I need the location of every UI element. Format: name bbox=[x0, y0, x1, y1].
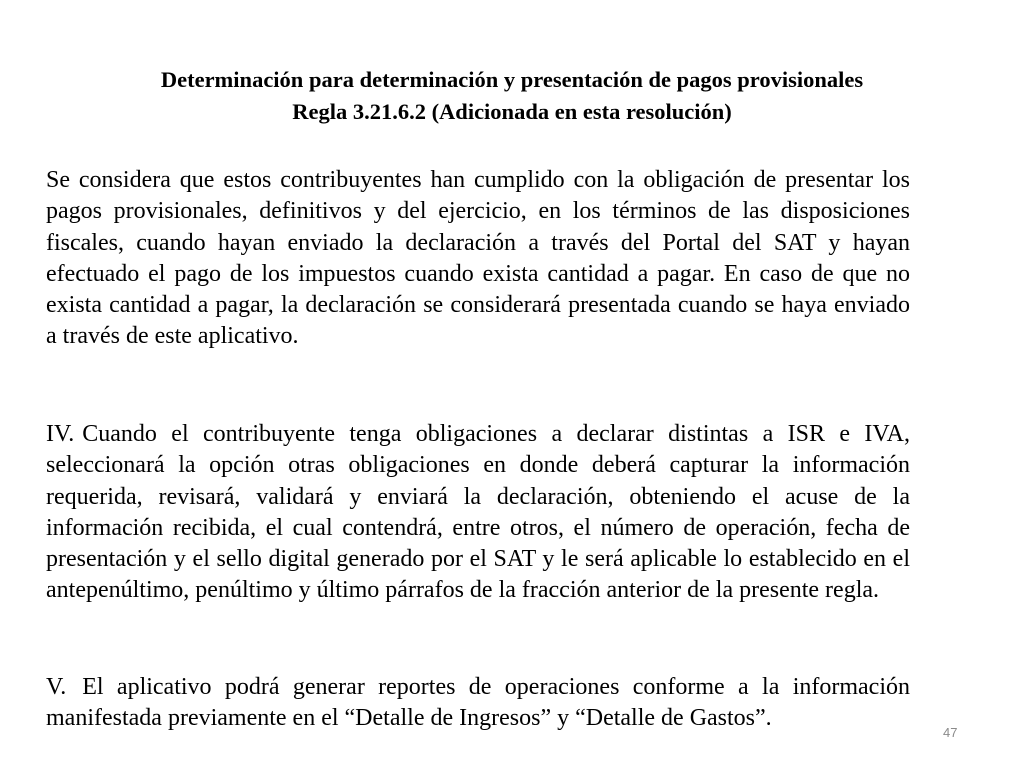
item-v-text: El aplicativo podrá generar reportes de operaciones conforme a la información manifestada previamente en el “Detalle de Ingresos” y “Detalle de Gastos”. bbox=[46, 674, 910, 732]
page-number: 47 bbox=[943, 725, 958, 740]
slide-title: Determinación para determinación y presentación de pagos provisionales bbox=[160, 67, 864, 92]
item-iv-text: Cuando el contribuyente tenga obligaciones a declarar distintas a ISR e IVA, seleccionará la opción otras obligaciones en donde deberá capturar la información requerida, revisará, validará y enviará la declaración, obteniendo el acuse de la información recibida, el cual contendrá, entre otros, el número de operación, fecha de presentación y el sello digital generado por el SAT y le será aplicable lo establecido en el antepenúltimo, penúltimo y último párrafos de la fracción anterior de la presente regla. bbox=[46, 421, 910, 604]
item-iv-label: IV. bbox=[46, 421, 75, 447]
intro-paragraph: Se considera que estos contribuyentes han cumplido con la obligación de presentar los pagos provisionales, definitivos y del ejercicio, en los términos de las disposiciones fiscales, cuando hayan enviado la declaración a través del Portal del SAT y hayan efectuado el pago de los impuestos cuando exista cantidad a pagar. En caso de que no exista cantidad a pagar, la declaración se considerará presentada cuando se haya enviado a través de este aplicativo. bbox=[46, 167, 910, 350]
item-v-label: V. bbox=[46, 674, 67, 700]
item-v-paragraph bbox=[46, 672, 910, 735]
item-iv-paragraph bbox=[46, 419, 910, 607]
slide-subtitle-rule: Regla 3.21.6.2 (Adicionada en esta resolución) bbox=[292, 99, 732, 124]
